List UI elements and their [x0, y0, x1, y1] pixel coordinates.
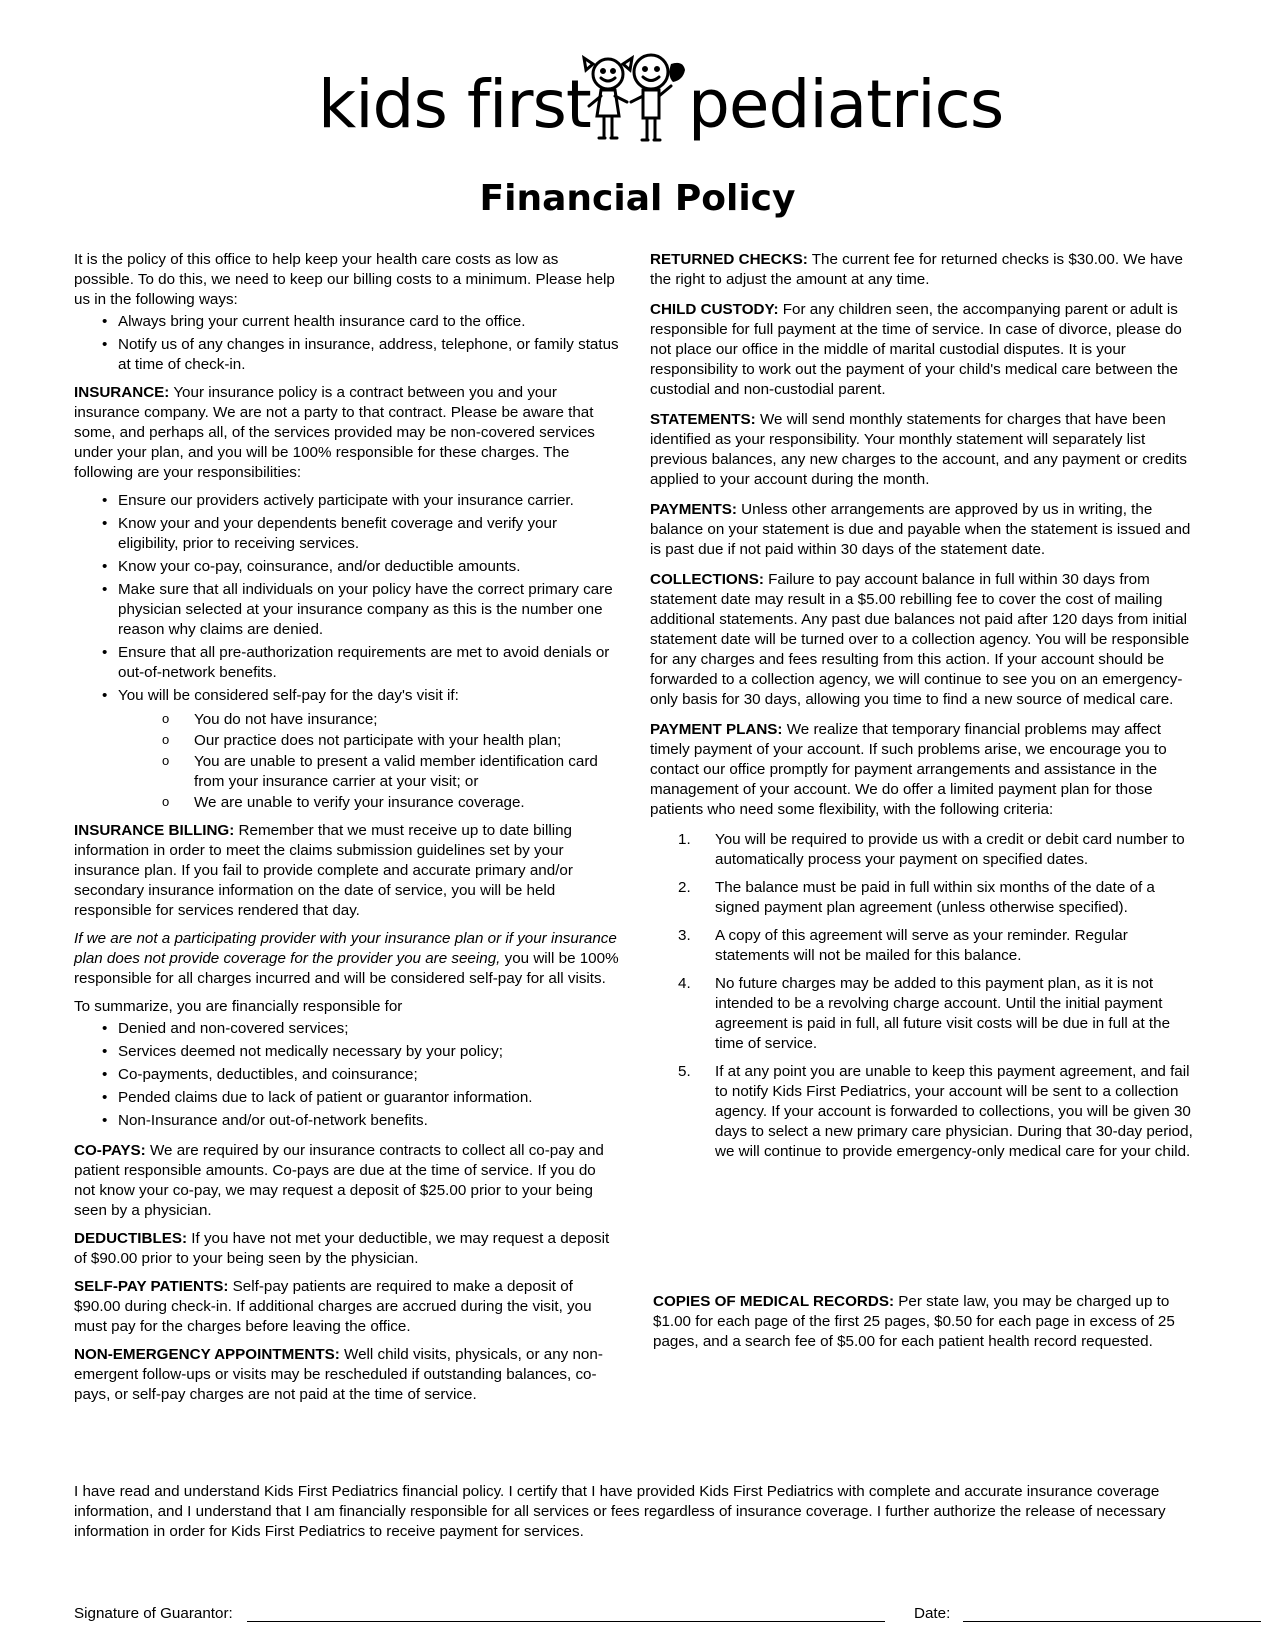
list-item: o You do not have insurance; [162, 710, 619, 730]
section-heading: PAYMENTS: [650, 501, 737, 518]
section-text: Self-pay patients are required to make a deposit of $90.00 during check-in. If additional charges are accrued during the visit, you must pay for the charges before leaving the office. [74, 1278, 592, 1335]
signature-field[interactable] [247, 1603, 885, 1622]
list-item-text: No future charges may be added to this payment plan, as it is not intended to be a revolving charge account. Until the initial payment agreement is paid in full, all future visit costs will be due in full at the time of service. [715, 975, 1171, 1052]
list-item-text: The balance must be paid in full within six months of the date of a signed payment plan agreement (unless otherwise specified). [715, 879, 1155, 916]
intro-bullet-list [74, 312, 619, 375]
insurance-billing-section [74, 821, 619, 921]
list-item: • Services deemed not medically necessary by your policy; [102, 1042, 619, 1062]
child-custody-section [650, 300, 1200, 400]
section-text: Well child visits, physicals, or any non-emergent follow-ups or visits may be rescheduled if outstanding balances, co-pays, or self-pay charges are not paid at the time of service. [74, 1346, 603, 1403]
list-number: 1. [678, 831, 691, 848]
list-item: • Make sure that all individuals on your policy have the correct primary care physician selected at your insurance company as this is the number one reason why claims are denied. [102, 580, 619, 640]
summary-intro: To summarize, you are financially responsible for [74, 998, 403, 1015]
section-heading: INSURANCE BILLING: [74, 822, 235, 839]
left-column [74, 250, 619, 1413]
payments-section [650, 500, 1200, 560]
list-item: • Notify us of any changes in insurance, address, telephone, or family status at time of check-in. [102, 335, 619, 375]
intro-paragraph: It is the policy of this office to help keep your health care costs as low as possible. To do this, we need to keep our billing costs to a minimum. Please help us in the following ways: [74, 251, 615, 308]
insurance-section [74, 383, 619, 483]
list-item: • Ensure our providers actively participate with your insurance carrier. [102, 491, 619, 511]
section-heading: CO-PAYS: [74, 1142, 146, 1159]
list-item-text: You will be required to provide us with a credit or debit card number to automatically process your payment on specified dates. [715, 831, 1185, 868]
list-item-text: You will be considered self-pay for the day's visit if: [118, 687, 459, 704]
list-number: 3. [678, 927, 691, 944]
list-number: 4. [678, 975, 691, 992]
list-item: • Know your and your dependents benefit coverage and verify your eligibility, prior to receiving services. [102, 514, 619, 554]
list-item: o We are unable to verify your insurance coverage. [162, 793, 619, 813]
section-text: Per state law, you may be charged up to $1.00 for each page of the first 25 pages, $0.50 for each page in excess of 25 pages, and a search fee of $5.00 for each patient health record requested. [653, 1293, 1175, 1350]
section-heading: COPIES OF MEDICAL RECORDS: [653, 1293, 895, 1310]
section-heading: COLLECTIONS: [650, 571, 764, 588]
list-item: o You are unable to present a valid member identification card from your insurance carrier at your visit; or [162, 752, 619, 792]
list-item: • Denied and non-covered services; [102, 1019, 619, 1039]
section-text: For any children seen, the accompanying parent or adult is responsible for full payment at the time of service. In case of divorce, please do not place our office in the middle of marital custodial disputes. It is your responsibility to work out the payment of your child's medical care between the custodial and non-custodial parent. [650, 301, 1182, 398]
list-number: 2. [678, 879, 691, 896]
insurance-responsibilities-list [74, 491, 619, 813]
list-item [678, 830, 1200, 870]
list-item [678, 878, 1200, 918]
copays-section [74, 1141, 619, 1221]
deductibles-section [74, 1229, 619, 1269]
collections-section [650, 570, 1200, 710]
date-field[interactable] [963, 1603, 1261, 1622]
section-text: you will be 100% responsible for all charges incurred and will be considered self-pay for all visits. [74, 950, 619, 987]
list-item [102, 686, 619, 813]
list-item: • Always bring your current health insurance card to the office. [102, 312, 619, 332]
list-item [678, 974, 1200, 1054]
list-item: • Non-Insurance and/or out-of-network benefits. [102, 1111, 619, 1131]
list-number: 5. [678, 1063, 691, 1080]
practice-logo [318, 50, 1004, 160]
signature-row [74, 1600, 1204, 1624]
payment-plan-criteria-list [650, 830, 1200, 1162]
self-pay-conditions-list [118, 710, 619, 813]
section-heading: SELF-PAY PATIENTS: [74, 1278, 229, 1295]
returned-checks-section [650, 250, 1200, 290]
section-heading: CHILD CUSTODY: [650, 301, 779, 318]
list-item-text: If at any point you are unable to keep this payment agreement, and fail to notify Kids First Pediatrics, your account will be sent to a collection agency. If your account is forwarded to collections, you will be given 30 days to select a new primary care physician. During that 30-day period, we will continue to provide emergency-only medical care for your child. [715, 1063, 1193, 1160]
payment-plans-section [650, 720, 1200, 820]
medical-records-section [653, 1292, 1203, 1352]
statements-section [650, 410, 1200, 490]
list-item: • Know your co-pay, coinsurance, and/or deductible amounts. [102, 557, 619, 577]
list-item: • Ensure that all pre-authorization requirements are met to avoid denials or out-of-network benefits. [102, 643, 619, 683]
signature-label: Signature of Guarantor: [74, 1605, 233, 1622]
certification-paragraph: I have read and understand Kids First Pediatrics financial policy. I certify that I have provided Kids First Pediatrics with complete and accurate insurance coverage information, and I understand that I am financially responsible for all services or fees regardless of insurance coverage. I further authorize the release of necessary information in order for Kids First Pediatrics to receive payment for services. [74, 1483, 1166, 1540]
summary-bullet-list [74, 1019, 619, 1131]
stick-kids-icon [575, 50, 693, 148]
non-emergency-section [74, 1345, 619, 1405]
italic-text: If we are not a participating provider with your insurance plan or if your insurance plan does not provide coverage for the provider you are seeing, [74, 930, 617, 967]
list-item-text: A copy of this agreement will serve as your reminder. Regular statements will not be mailed for this balance. [715, 927, 1128, 964]
section-text: We are required by our insurance contracts to collect all co-pay and patient responsible amounts. Co-pays are due at the time of service. If you do not know your co-pay, we may request a deposit of $25.00 prior to your being seen by a physician. [74, 1142, 604, 1219]
list-item [678, 926, 1200, 966]
list-item: o Our practice does not participate with your health plan; [162, 731, 619, 751]
non-participating-paragraph [74, 929, 619, 989]
list-item: • Pended claims due to lack of patient or guarantor information. [102, 1088, 619, 1108]
section-text: Remember that we must receive up to date billing information in order to meet the claims submission guidelines set by your insurance plan. If you fail to provide complete and accurate primary and/or secondary insurance information on the date of service, you will be held responsible for services rendered that day. [74, 822, 573, 919]
list-item: • Co-payments, deductibles, and coinsurance; [102, 1065, 619, 1085]
page-title: Financial Policy [479, 178, 796, 219]
list-item [678, 1062, 1200, 1162]
section-text: If you have not met your deductible, we may request a deposit of $90.00 prior to your being seen by the physician. [74, 1230, 610, 1267]
section-text: We will send monthly statements for charges that have been identified as your responsibility. Your monthly statement will separately list previous balances, any new charges to the account, and any payment or credits applied to your account during the month. [650, 411, 1187, 488]
section-text: We realize that temporary financial problems may affect timely payment of your account. If such problems arise, we encourage you to contact our office promptly for payment arrangements and assistance in the management of your account. We do offer a limited payment plan for those patients who need some flexibility, with the following criteria: [650, 721, 1167, 818]
section-text: The current fee for returned checks is $30.00. We have the right to adjust the amount at any time. [650, 251, 1183, 288]
section-text: Failure to pay account balance in full within 30 days from statement date may result in a $5.00 rebilling fee to cover the cost of mailing additional statements. Any past due balances not paid after 120 days from initial statement date will be turned over to a collection agency. You will be responsible for any charges and fees resulting from this action. If your account should be forwarded to a collection agency, we will continue to see you on an emergency-only basis for 30 days, allowing you time to find a new source of medical care. [650, 571, 1190, 708]
section-text: Your insurance policy is a contract between you and your insurance company. We are not a party to that contract. Please be aware that some, and perhaps all, of the services provided may be non-covered services under your plan, and you will be 100% responsible for these charges. The following are your responsibilities: [74, 384, 595, 481]
section-heading: NON-EMERGENCY APPOINTMENTS: [74, 1346, 340, 1363]
logo-text-right: pediatrics [688, 66, 1004, 143]
section-heading: PAYMENT PLANS: [650, 721, 783, 738]
section-heading: RETURNED CHECKS: [650, 251, 808, 268]
right-column [650, 250, 1200, 1170]
section-heading: INSURANCE: [74, 384, 170, 401]
self-pay-patients-section [74, 1277, 619, 1337]
date-label: Date: [914, 1605, 951, 1622]
logo-text-left: kids first [318, 66, 591, 143]
section-text: Unless other arrangements are approved by us in writing, the balance on your statement is due and payable when the statement is issued and is past due if not paid within 30 days of the statement date. [650, 501, 1191, 558]
section-heading: DEDUCTIBLES: [74, 1230, 188, 1247]
section-heading: STATEMENTS: [650, 411, 756, 428]
